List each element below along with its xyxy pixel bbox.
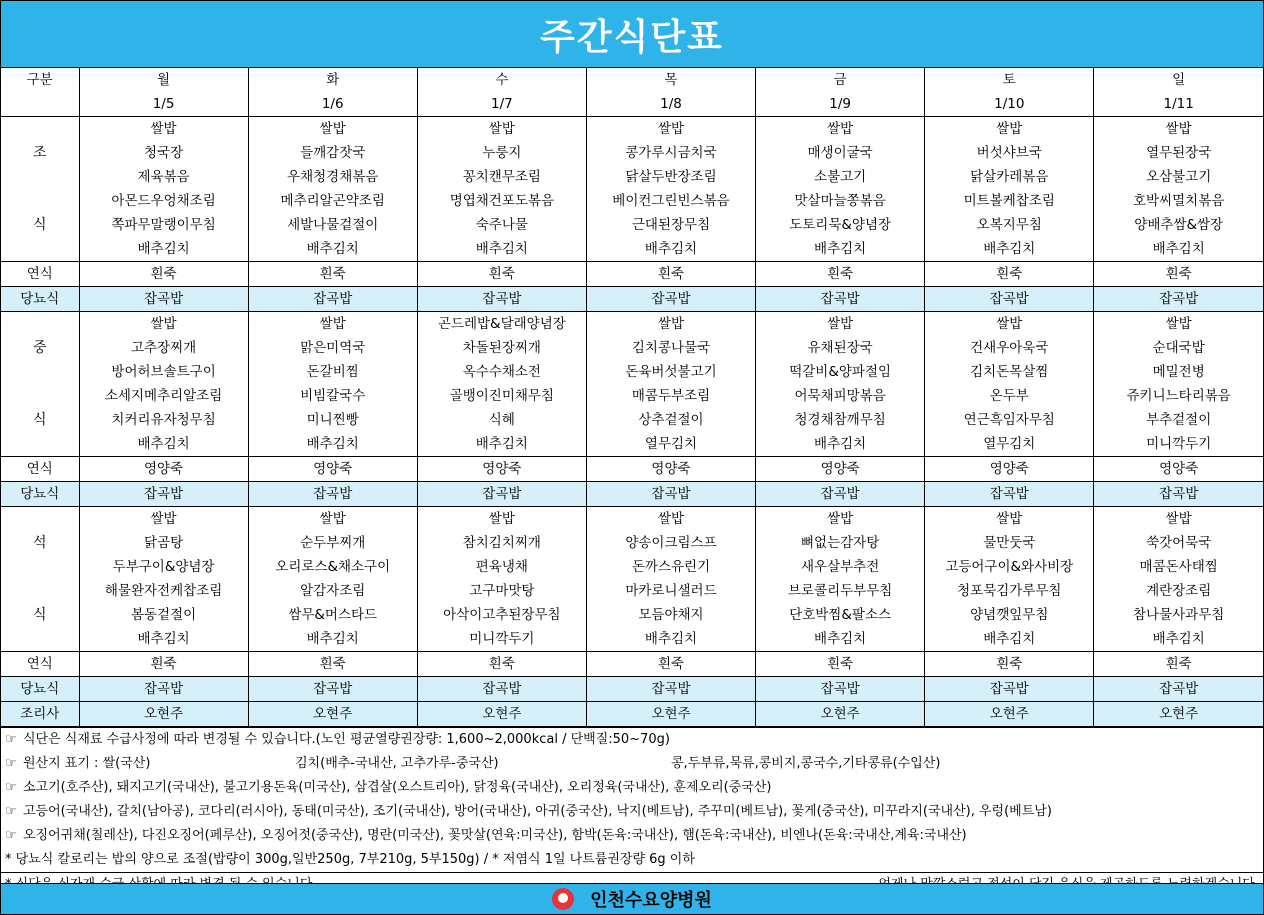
day-header <box>248 68 417 117</box>
menu-item: 배추김치 <box>644 631 698 647</box>
breakfast-menu-row <box>1 117 1263 262</box>
soft-diet-cell: 흰죽 <box>417 262 586 287</box>
note-text: 오징어귀채(칠레산), 다진오징어(페루산), 오징어젓(중국산), 명란(미국산), 꽃맛살(연육:미국산), 함박(돈육:국내산), 햄(돈육:국내산), 비엔나(돈육:국내산,계육:국내산) <box>23 828 967 843</box>
menu-cell <box>925 507 1094 652</box>
menu-item: 배추김치 <box>137 436 190 452</box>
menu-item: 돈육버섯불고기 <box>625 364 717 380</box>
meal-label-line <box>1 555 79 579</box>
menu-item: 아몬드우엉채조림 <box>111 193 216 209</box>
dinner-label <box>1 507 79 652</box>
day-header <box>1094 68 1263 117</box>
category-header <box>1 68 79 117</box>
soft-diet-cell: 흰죽 <box>1094 652 1263 677</box>
menu-item: 쌀밥 <box>1165 511 1192 527</box>
menu-cell <box>586 117 755 262</box>
menu-item: 부추겉절이 <box>1146 412 1212 428</box>
menu-item: 오복지무침 <box>976 217 1042 233</box>
menu-item: 배추김치 <box>475 436 528 452</box>
menu-item: 근대된장무침 <box>631 217 711 233</box>
menu-item: 쥬키니느타리볶음 <box>1126 388 1231 404</box>
meal-label-line: 석 <box>32 535 47 551</box>
pointing-hand-icon: ☞ <box>5 780 17 795</box>
menu-item: 쌈무&머스타드 <box>288 607 378 623</box>
menu-item: 소불고기 <box>814 169 867 185</box>
menu-item: 쌀밥 <box>150 121 177 137</box>
soft-diet-cell: 흰죽 <box>586 652 755 677</box>
meal-label-line <box>1 165 79 189</box>
menu-item: 순대국밥 <box>1152 340 1205 356</box>
day-name: 월 <box>157 72 171 88</box>
menu-item: 명엽채건포도볶음 <box>449 193 555 209</box>
menu-item: 청포묵김가루무침 <box>957 583 1062 599</box>
menu-item: 베이컨그린빈스볶음 <box>612 193 730 209</box>
dinner-diabetic-row <box>1 677 1263 702</box>
menu-item: 맛살마늘쫑볶음 <box>794 193 886 209</box>
lunch-label <box>1 312 79 457</box>
menu-item: 배추김치 <box>306 241 359 257</box>
cook-row <box>1 702 1263 727</box>
cook-name: 오현주 <box>248 702 417 727</box>
note-line <box>1 728 1263 752</box>
note-text: 김치(배추-국내산, 고추가루-중국산) <box>295 756 499 771</box>
menu-item: 청국장 <box>144 145 184 161</box>
menu-item: 골뱅이진미채무침 <box>449 388 555 404</box>
menu-item: 꽁치캔무조림 <box>462 169 541 185</box>
footer-bar <box>1 883 1263 914</box>
menu-item: 버섯샤브국 <box>976 145 1042 161</box>
menu-item: 청경채참깨무침 <box>794 412 886 428</box>
diabetic-diet-cell: 잡곡밥 <box>1094 677 1263 702</box>
soft-diet-label: 연식 <box>1 457 79 482</box>
pointing-hand-icon: ☞ <box>5 732 17 747</box>
menu-item: 열무김치 <box>983 436 1036 452</box>
menu-item: 열무된장국 <box>1146 145 1212 161</box>
menu-cell <box>417 117 586 262</box>
soft-diet-cell: 영양죽 <box>417 457 586 482</box>
menu-item: 쌀밥 <box>996 511 1023 527</box>
day-header <box>417 68 586 117</box>
meal-label-line: 식 <box>32 412 47 428</box>
meal-label-line <box>1 312 79 336</box>
soft-diet-cell: 흰죽 <box>417 652 586 677</box>
menu-item: 배추김치 <box>306 631 359 647</box>
menu-item: 닭곰탕 <box>144 535 184 551</box>
menu-item: 배추김치 <box>1152 631 1205 647</box>
diabetic-diet-cell: 잡곡밥 <box>248 287 417 312</box>
menu-item: 배추김치 <box>475 241 528 257</box>
soft-diet-cell: 흰죽 <box>248 262 417 287</box>
menu-item: 배추김치 <box>137 631 190 647</box>
hospital-logo-icon <box>552 888 574 910</box>
day-name: 목 <box>664 72 678 88</box>
menu-item: 쌀밥 <box>319 511 346 527</box>
soft-diet-cell: 영양죽 <box>925 457 1094 482</box>
menu-cell <box>925 117 1094 262</box>
menu-item: 맑은미역국 <box>300 340 366 356</box>
diabetic-diet-cell: 잡곡밥 <box>79 482 248 507</box>
soft-diet-cell: 흰죽 <box>586 262 755 287</box>
menu-cell <box>756 507 925 652</box>
menu-cell <box>586 507 755 652</box>
menu-cell <box>248 507 417 652</box>
menu-item: 양념깻잎무침 <box>970 607 1049 623</box>
menu-item: 오삼불고기 <box>1146 169 1212 185</box>
weekly-menu-table <box>1 68 1263 727</box>
lunch-diabetic-row <box>1 482 1263 507</box>
diabetic-diet-cell: 잡곡밥 <box>586 677 755 702</box>
meal-label-line <box>1 384 79 408</box>
menu-item: 쌀밥 <box>827 121 854 137</box>
day-header <box>586 68 755 117</box>
menu-item: 숙주나물 <box>475 217 528 233</box>
pointing-hand-icon: ☞ <box>5 828 17 843</box>
note-line <box>1 752 1263 776</box>
day-date: 1/6 <box>321 96 344 112</box>
header-row <box>1 68 1263 117</box>
diabetic-diet-cell: 잡곡밥 <box>925 482 1094 507</box>
menu-item: 소세지메추리알조림 <box>104 388 223 404</box>
menu-item: 호박씨멸치볶음 <box>1133 193 1225 209</box>
cook-name: 오현주 <box>586 702 755 727</box>
menu-item: 물만둣국 <box>983 535 1036 551</box>
meal-label-line <box>1 507 79 531</box>
menu-item: 돈까스유린기 <box>631 559 711 575</box>
menu-item: 건새우아욱국 <box>970 340 1049 356</box>
soft-diet-cell: 흰죽 <box>79 652 248 677</box>
note-text: 식단은 식재료 수급사정에 따라 변경될 수 있습니다.(노인 평균열량권장량: 1,600~2,000kcal / 단백질:50~70g) <box>23 732 670 747</box>
note-text: 소고기(호주산), 돼지고기(국내산), 불고기용돈육(미국산), 삼겹살(오스트리아), 닭정육(국내산), 오리정육(국내산), 훈제오리(중국산) <box>23 780 772 795</box>
day-date: 1/8 <box>660 96 682 112</box>
day-date: 1/11 <box>1163 96 1194 112</box>
menu-item: 미니찐빵 <box>306 412 359 428</box>
menu-item: 계란장조림 <box>1146 583 1212 599</box>
diabetic-diet-cell: 잡곡밥 <box>248 482 417 507</box>
lunch-menu-row <box>1 312 1263 457</box>
diabetic-diet-cell: 잡곡밥 <box>586 482 755 507</box>
menu-item: 쌀밥 <box>150 511 177 527</box>
meal-label-line <box>1 117 79 141</box>
soft-diet-cell: 흰죽 <box>925 652 1094 677</box>
menu-item: 순두부찌개 <box>300 535 366 551</box>
meal-label-line <box>1 627 79 651</box>
diabetic-diet-label: 당뇨식 <box>1 482 79 507</box>
menu-cell <box>925 312 1094 457</box>
breakfast-label <box>1 117 79 262</box>
soft-diet-cell: 영양죽 <box>756 457 925 482</box>
menu-item: 메추리알곤약조림 <box>280 193 385 209</box>
soft-diet-label: 연식 <box>1 652 79 677</box>
menu-item: 해물완자전케찹조림 <box>104 583 223 599</box>
menu-item: 차돌된장찌개 <box>462 340 541 356</box>
breakfast-soft-row <box>1 262 1263 287</box>
menu-item: 쪽파무말랭이무침 <box>111 217 216 233</box>
menu-cell <box>1094 507 1263 652</box>
note-line <box>1 776 1263 800</box>
soft-diet-cell: 영양죽 <box>79 457 248 482</box>
note-line <box>1 824 1263 848</box>
menu-item: 옥수수채소전 <box>462 364 541 380</box>
menu-item: 쌀밥 <box>488 121 515 137</box>
menu-item: 도토리묵&양념장 <box>789 217 892 233</box>
day-name: 수 <box>495 72 509 88</box>
menu-item: 새우살부추전 <box>801 559 880 575</box>
soft-diet-cell: 흰죽 <box>756 262 925 287</box>
soft-diet-cell: 흰죽 <box>1094 262 1263 287</box>
menu-item: 미트볼케찹조림 <box>963 193 1055 209</box>
menu-item: 양배추쌈&쌈장 <box>1134 217 1224 233</box>
meal-label-line <box>1 432 79 456</box>
day-date: 1/9 <box>829 96 851 112</box>
menu-item: 매콤돈사태찜 <box>1139 559 1218 575</box>
menu-cell <box>586 312 755 457</box>
lunch-soft-row <box>1 457 1263 482</box>
menu-item: 쌀밥 <box>1165 316 1192 332</box>
diabetic-diet-cell: 잡곡밥 <box>79 287 248 312</box>
menu-cell <box>248 312 417 457</box>
day-header <box>756 68 925 117</box>
category-label: 구분 <box>26 72 53 88</box>
menu-cell <box>417 507 586 652</box>
soft-diet-cell: 흰죽 <box>248 652 417 677</box>
menu-item: 오리로스&채소구이 <box>275 559 391 575</box>
menu-item: 브로콜리두부무침 <box>787 583 893 599</box>
menu-item: 치커리유자청무침 <box>111 412 216 428</box>
menu-item: 쌀밥 <box>996 316 1023 332</box>
day-name: 금 <box>833 72 847 88</box>
meal-label-line <box>1 237 79 261</box>
menu-item: 콩가루시금치국 <box>625 145 717 161</box>
menu-item: 누룽지 <box>482 145 522 161</box>
menu-item: 어묵채피망볶음 <box>794 388 886 404</box>
menu-item: 배추김치 <box>814 436 867 452</box>
menu-item: 열무김치 <box>644 436 698 452</box>
menu-item: 곤드레밥&달래양념장 <box>437 316 566 332</box>
menu-item: 제육볶음 <box>137 169 190 185</box>
diabetic-diet-label: 당뇨식 <box>1 287 79 312</box>
page-title: 주간식단표 <box>1 1 1263 68</box>
note-line <box>1 800 1263 824</box>
soft-diet-cell: 흰죽 <box>79 262 248 287</box>
menu-item: 닭살두반장조림 <box>625 169 717 185</box>
menu-item: 김치돈목살찜 <box>970 364 1049 380</box>
menu-item: 김치콩나물국 <box>631 340 711 356</box>
diabetic-diet-cell: 잡곡밥 <box>1094 287 1263 312</box>
menu-item: 연근흑임자무침 <box>963 412 1055 428</box>
diabetic-diet-cell: 잡곡밥 <box>248 677 417 702</box>
menu-cell <box>1094 117 1263 262</box>
menu-item: 쌀밥 <box>827 316 854 332</box>
menu-item: 쌀밥 <box>657 121 685 137</box>
menu-item: 양송이크림스프 <box>625 535 717 551</box>
note-text: 콩,두부류,묵류,콩비지,콩국수,기타콩류(수입산) <box>671 756 941 771</box>
menu-item: 닭살카레볶음 <box>970 169 1049 185</box>
dinner-menu-row <box>1 507 1263 652</box>
menu-item: 쌀밥 <box>657 316 685 332</box>
dinner-soft-row <box>1 652 1263 677</box>
menu-item: 쌀밥 <box>827 511 854 527</box>
meal-label-line: 식 <box>32 217 47 233</box>
cook-name: 오현주 <box>756 702 925 727</box>
menu-item: 배추김치 <box>1152 241 1205 257</box>
day-date: 1/5 <box>152 96 175 112</box>
soft-diet-label: 연식 <box>1 262 79 287</box>
cook-name: 오현주 <box>79 702 248 727</box>
menu-item: 쌀밥 <box>1165 121 1192 137</box>
pointing-hand-icon: ☞ <box>5 804 17 819</box>
meal-label-line: 조 <box>32 145 47 161</box>
menu-item: 떡갈비&양파절임 <box>789 364 892 380</box>
day-date: 1/10 <box>994 96 1025 112</box>
menu-item: 비빔칼국수 <box>300 388 366 404</box>
cook-name: 오현주 <box>417 702 586 727</box>
menu-item: 아삭이고추된장무침 <box>443 607 561 623</box>
diabetic-diet-cell: 잡곡밥 <box>925 287 1094 312</box>
meal-label-line <box>1 360 79 384</box>
meal-label-line <box>1 579 79 603</box>
menu-item: 매콤두부조림 <box>631 388 711 404</box>
menu-item: 우채청경채볶음 <box>287 169 379 185</box>
menu-cell <box>79 117 248 262</box>
soft-diet-cell: 영양죽 <box>586 457 755 482</box>
menu-item: 배추김치 <box>983 631 1036 647</box>
diabetic-diet-cell: 잡곡밥 <box>417 677 586 702</box>
soft-diet-cell: 영양죽 <box>248 457 417 482</box>
menu-item: 고구마맛탕 <box>469 583 535 599</box>
menu-item: 미니깍두기 <box>1146 436 1212 452</box>
note-line: * 당뇨식 칼로리는 밥의 양으로 조절(밥량이 300g,일반250g, 7부210g, 5부150g) / * 저염식 1일 나트륨권장량 6g 이하 <box>5 852 695 867</box>
menu-item: 참치김치찌개 <box>462 535 541 551</box>
hospital-name: 인천수요양병원 <box>590 890 712 911</box>
menu-item: 고추장찌개 <box>130 340 197 356</box>
soft-diet-cell: 영양죽 <box>1094 457 1263 482</box>
menu-item: 쌀밥 <box>996 121 1023 137</box>
menu-item: 방어허브솔트구이 <box>111 364 216 380</box>
menu-item: 돈갈비찜 <box>306 364 359 380</box>
menu-item: 배추김치 <box>814 241 867 257</box>
breakfast-diabetic-row <box>1 287 1263 312</box>
day-name: 화 <box>326 72 340 88</box>
soft-diet-cell: 흰죽 <box>925 262 1094 287</box>
meal-label-line <box>1 189 79 213</box>
menu-item: 들깨감잣국 <box>300 145 366 161</box>
pointing-hand-icon: ☞ <box>5 756 17 771</box>
diabetic-diet-cell: 잡곡밥 <box>756 482 925 507</box>
menu-cell <box>1094 312 1263 457</box>
day-name: 토 <box>1002 72 1016 88</box>
menu-item: 배추김치 <box>983 241 1036 257</box>
menu-item: 참나물사과무침 <box>1133 607 1225 623</box>
menu-item: 편육냉채 <box>475 559 528 575</box>
menu-item: 쑥갓어묵국 <box>1146 535 1212 551</box>
menu-cell <box>79 312 248 457</box>
menu-item: 세발나물겉절이 <box>287 217 379 233</box>
diabetic-diet-cell: 잡곡밥 <box>79 677 248 702</box>
menu-item: 쌀밥 <box>319 316 346 332</box>
diabetic-diet-cell: 잡곡밥 <box>586 287 755 312</box>
diabetic-diet-cell: 잡곡밥 <box>1094 482 1263 507</box>
menu-item: 배추김치 <box>644 241 698 257</box>
menu-item: 온두부 <box>989 388 1029 404</box>
menu-cell <box>417 312 586 457</box>
day-date: 1/7 <box>490 96 513 112</box>
menu-item: 식혜 <box>488 412 515 428</box>
menu-item: 쌀밥 <box>657 511 685 527</box>
menu-item: 두부구이&양념장 <box>112 559 215 575</box>
menu-item: 마카로니샐러드 <box>625 583 717 599</box>
menu-item: 메밀전병 <box>1152 364 1205 380</box>
soft-diet-cell: 흰죽 <box>756 652 925 677</box>
note-text: 고등어(국내산), 갈치(남아공), 코다리(러시아), 동태(미국산), 조기(국내산), 방어(국내산), 아귀(중국산), 낙지(베트남), 주꾸미(베트남), 꽃게(중국산), 미꾸라지(국내산), 우렁(베트남) <box>23 804 1052 819</box>
menu-cell <box>756 312 925 457</box>
day-name: 일 <box>1172 72 1186 88</box>
menu-item: 배추김치 <box>137 241 190 257</box>
menu-item: 단호박찜&팔소스 <box>789 607 892 623</box>
menu-item: 알감자조림 <box>300 583 366 599</box>
menu-item: 쌀밥 <box>488 511 515 527</box>
day-header <box>79 68 248 117</box>
note-text: 원산지 표기 : 쌀(국산) <box>23 756 151 771</box>
meal-label-line: 식 <box>32 607 47 623</box>
cook-label: 조리사 <box>1 702 79 727</box>
meal-label-line: 중 <box>32 340 47 356</box>
menu-item: 고등어구이&와사비장 <box>945 559 1074 575</box>
menu-item: 배추김치 <box>306 436 359 452</box>
menu-item: 상추겉절이 <box>638 412 704 428</box>
menu-item: 미니깍두기 <box>469 631 535 647</box>
menu-item: 매생이굴국 <box>807 145 873 161</box>
notes-section <box>1 727 1263 897</box>
diabetic-diet-cell: 잡곡밥 <box>925 677 1094 702</box>
diabetic-diet-cell: 잡곡밥 <box>417 482 586 507</box>
diabetic-diet-cell: 잡곡밥 <box>756 677 925 702</box>
menu-cell <box>79 507 248 652</box>
diabetic-diet-cell: 잡곡밥 <box>756 287 925 312</box>
diabetic-diet-cell: 잡곡밥 <box>417 287 586 312</box>
menu-item: 모듬야채지 <box>638 607 704 623</box>
diabetic-diet-label: 당뇨식 <box>1 677 79 702</box>
cook-name: 오현주 <box>925 702 1094 727</box>
menu-item: 쌀밥 <box>319 121 346 137</box>
menu-item: 뼈없는감자탕 <box>801 535 880 551</box>
day-header <box>925 68 1094 117</box>
menu-cell <box>248 117 417 262</box>
cook-name: 오현주 <box>1094 702 1263 727</box>
menu-item: 쌀밥 <box>150 316 177 332</box>
menu-cell <box>756 117 925 262</box>
menu-item: 봄동겉절이 <box>130 607 197 623</box>
menu-item: 유채된장국 <box>807 340 873 356</box>
menu-item: 배추김치 <box>814 631 867 647</box>
